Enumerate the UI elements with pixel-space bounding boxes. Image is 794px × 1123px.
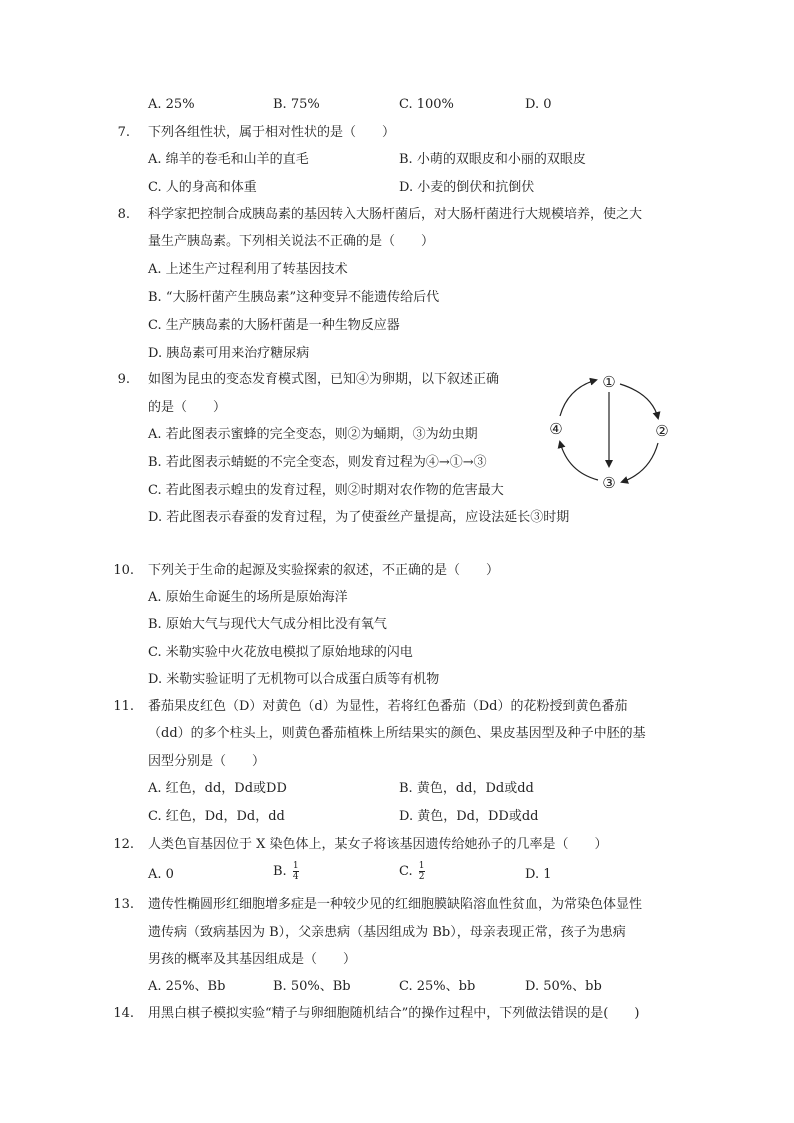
q10-stem: 下列关于生命的起源及实验探索的叙述，不正确的是（ ） bbox=[148, 563, 500, 578]
q13-stem-line1: 遗传性椭圆形红细胞增多症是一种较少见的红细胞膜缺陷溶血性贫血，为常染色体显性 bbox=[148, 897, 643, 912]
q9-stem-line2: 的是（ ） bbox=[148, 400, 227, 415]
q8-stem-line1: 科学家把控制合成胰岛素的基因转入大肠杆菌后，对大肠杆菌进行大规模培养，使之大 bbox=[148, 207, 643, 222]
q8-stem-line2: 量生产胰岛素。下列相关说法不正确的是（ ） bbox=[148, 234, 435, 249]
q8-option-b: B. “大肠杆菌产生胰岛素”这种变异不能遗传给后代 bbox=[148, 290, 440, 305]
q12-number: 12. bbox=[113, 837, 134, 852]
q9-option-c: C. 若此图表示蝗虫的发育过程，则②时期对农作物的危害最大 bbox=[148, 483, 504, 498]
stage-2-label: ② bbox=[655, 422, 669, 440]
q8-number: 8. bbox=[117, 207, 130, 222]
arc-1-to-2 bbox=[620, 384, 658, 418]
q13-option-c: C. 25%、bb bbox=[399, 979, 476, 994]
stage-1-label: ① bbox=[602, 373, 616, 391]
q6-option-a: A. 25% bbox=[148, 97, 195, 112]
q12-option-b bbox=[273, 861, 299, 882]
q9-option-b: B. 若此图表示蜻蜓的不完全变态，则发育过程为④→①→③ bbox=[148, 455, 487, 470]
q12-option-c-fraction bbox=[419, 861, 425, 882]
fraction-numerator: 1 bbox=[418, 861, 425, 871]
q7-number: 7. bbox=[117, 125, 130, 140]
q10-number: 10. bbox=[113, 563, 134, 578]
q13-option-b: B. 50%、Bb bbox=[273, 979, 351, 994]
q6-option-b: B. 75% bbox=[273, 97, 320, 112]
q12-option-d: D. 1 bbox=[525, 867, 552, 882]
q13-stem-line3: 男孩的概率及其基因组成是（ ） bbox=[148, 952, 357, 967]
q12-stem: 人类色盲基因位于 X 染色体上，某女子将该基因遗传给她孙子的几率是（ ） bbox=[148, 837, 608, 852]
q10-option-c: C. 米勒实验中火花放电模拟了原始地球的闪电 bbox=[148, 645, 413, 660]
q11-stem-line1: 番茄果皮红色（D）对黄色（d）为显性，若将红色番茄（Dd）的花粉授到黄色番茄 bbox=[148, 699, 628, 714]
arc-2-to-3 bbox=[622, 443, 658, 482]
q13-option-a: A. 25%、Bb bbox=[148, 979, 226, 994]
q8-option-a: A. 上述生产过程利用了转基因技术 bbox=[148, 262, 348, 277]
q7-option-c: C. 人的身高和体重 bbox=[148, 180, 257, 195]
q7-option-d: D. 小麦的倒伏和抗倒伏 bbox=[399, 180, 535, 195]
q11-stem-line3: 因型分别是（ ） bbox=[148, 754, 266, 769]
metamorphosis-cycle-diagram bbox=[540, 368, 675, 493]
q13-stem-line2: 遗传病（致病基因为 B），父亲患病（基因组成为 Bb），母亲表现正常，孩子为患病 bbox=[148, 925, 626, 940]
q9-option-a: A. 若此图表示蜜蜂的完全变态，则②为蛹期，③为幼虫期 bbox=[148, 427, 478, 442]
q6-option-c: C. 100% bbox=[399, 97, 454, 112]
q9-option-d: D. 若此图表示春蚕的发育过程，为了使蚕丝产量提高，应设法延长③时期 bbox=[148, 510, 570, 525]
q10-option-d: D. 米勒实验证明了无机物可以合成蛋白质等有机物 bbox=[148, 672, 440, 687]
arc-3-to-4 bbox=[560, 442, 598, 480]
fraction-numerator: 1 bbox=[292, 861, 299, 871]
stage-4-label: ④ bbox=[549, 420, 563, 438]
fraction-denominator: 2 bbox=[418, 872, 425, 882]
q12-option-c bbox=[399, 861, 425, 882]
fraction-denominator: 4 bbox=[292, 872, 299, 882]
q11-option-c: C. 红色，Dd，Dd，dd bbox=[148, 809, 285, 824]
q12-option-b-fraction bbox=[293, 861, 299, 882]
q11-option-a: A. 红色，dd，Dd或DD bbox=[148, 781, 287, 796]
q12-option-b-label: B. bbox=[273, 864, 287, 879]
q10-option-a: A. 原始生命诞生的场所是原始海洋 bbox=[148, 590, 348, 605]
q13-number: 13. bbox=[113, 897, 134, 912]
q12-option-a: A. 0 bbox=[148, 867, 174, 882]
q14-number: 14. bbox=[113, 1006, 134, 1021]
q11-number: 11. bbox=[113, 699, 134, 714]
q8-option-d: D. 胰岛素可用来治疗糖尿病 bbox=[148, 346, 310, 361]
stage-3-label: ③ bbox=[602, 474, 616, 492]
q10-option-b: B. 原始大气与现代大气成分相比没有氧气 bbox=[148, 617, 387, 632]
q7-option-b: B. 小萌的双眼皮和小丽的双眼皮 bbox=[399, 152, 586, 167]
q11-option-b: B. 黄色，dd，Dd或dd bbox=[399, 781, 534, 796]
arc-4-to-1 bbox=[560, 380, 596, 416]
q8-option-c: C. 生产胰岛素的大肠杆菌是一种生物反应器 bbox=[148, 318, 400, 333]
q11-option-d: D. 黄色，Dd，DD或dd bbox=[399, 809, 539, 824]
q9-stem-line1: 如图为昆虫的变态发育模式图，已知④为卵期，以下叙述正确 bbox=[148, 372, 500, 387]
q7-option-a: A. 绵羊的卷毛和山羊的直毛 bbox=[148, 152, 309, 167]
q14-stem: 用黑白棋子模拟实验“精子与卵细胞随机结合”的操作过程中，下列做法错误的是( ) bbox=[148, 1006, 640, 1021]
q7-stem: 下列各组性状，属于相对性状的是（ ） bbox=[148, 125, 396, 140]
q13-option-d: D. 50%、bb bbox=[525, 979, 602, 994]
q6-option-d: D. 0 bbox=[525, 97, 552, 112]
q12-option-c-label: C. bbox=[399, 864, 413, 879]
q9-number: 9. bbox=[117, 372, 130, 387]
q11-stem-line2: （dd）的多个柱头上，则黄色番茄植株上所结果实的颜色、果皮基因型及种子中胚的基 bbox=[148, 726, 646, 741]
